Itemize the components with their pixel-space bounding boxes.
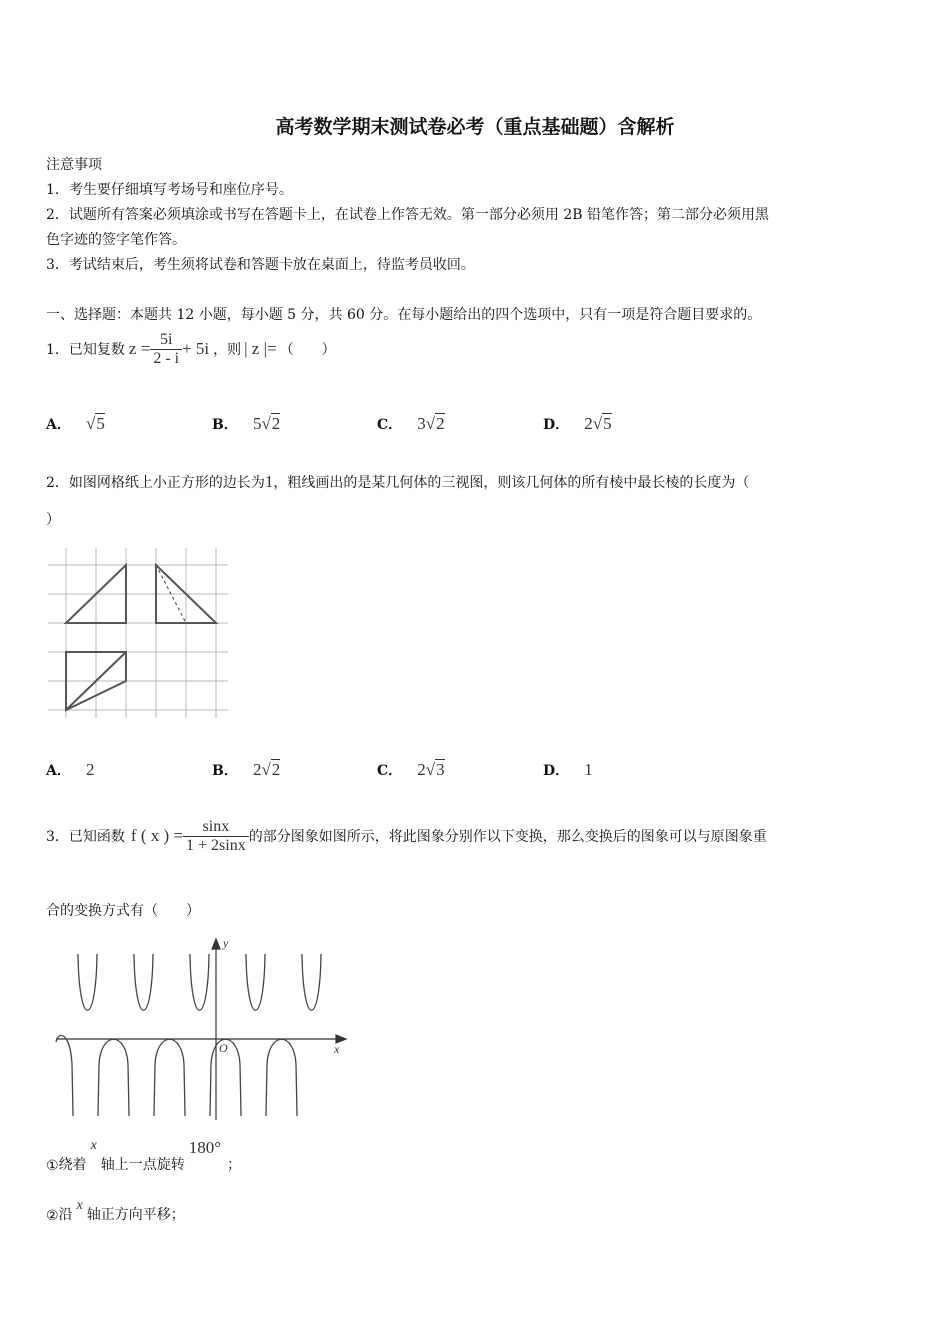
- item-var: x: [90, 1138, 97, 1153]
- page-title: 高考数学期末测试卷必考（重点基础题）含解析: [275, 116, 675, 138]
- question-3: [46, 808, 767, 864]
- q1-option-b[interactable]: B． 5√2: [212, 414, 281, 433]
- q1-plus: + 5i: [182, 339, 210, 358]
- option-label: D．: [543, 763, 570, 779]
- q3-func: f ( x ) =: [130, 826, 183, 845]
- q2-option-b[interactable]: B． 2√2: [212, 760, 281, 779]
- question-2: [46, 472, 749, 492]
- radicand: 5: [96, 414, 105, 433]
- option-label: A．: [46, 763, 71, 779]
- function-graph: [52, 934, 352, 1124]
- notice-item-2-cont: 色字迹的签字笔作答。: [46, 232, 186, 248]
- notice-item-3: 3．考试结束后，考生须将试卷和答题卡放在桌面上，待监考员收回。: [46, 257, 475, 273]
- item-mark: ②: [46, 1208, 59, 1224]
- curve-branch: [154, 1039, 185, 1116]
- q1-suffix: （ ）: [279, 342, 336, 358]
- item-mid: 轴上一点旋转: [100, 1157, 185, 1173]
- q1-prefix: 1．已知复数: [46, 342, 125, 358]
- q3-denominator: 1 + 2sinx: [186, 836, 246, 854]
- q2-close: ）: [46, 512, 60, 528]
- q1-option-a[interactable]: A． √5: [46, 414, 105, 433]
- q1-option-d[interactable]: D． 2√5: [543, 414, 612, 433]
- item-end: ；: [227, 1157, 242, 1173]
- lower-branches: [56, 1035, 297, 1116]
- radicand: 2: [271, 760, 281, 779]
- origin-label: O: [219, 1041, 228, 1055]
- radicand: 5: [603, 414, 612, 433]
- q1-z: z =: [128, 339, 151, 358]
- q2-option-a[interactable]: [46, 760, 94, 780]
- curve-branch: [190, 954, 209, 1010]
- item-pre: 沿: [58, 1207, 73, 1223]
- q3-suffix: 的部分图象如图所示，将此图象分别作以下变换，那么变换后的图象可以与原图象重: [248, 829, 767, 845]
- item-mark: ①: [46, 1158, 59, 1174]
- curve-branch: [266, 1039, 297, 1116]
- option-label: C．: [377, 417, 403, 433]
- item-angle: 180°: [188, 1138, 222, 1157]
- radicand: 3: [436, 760, 445, 779]
- y-label: y: [223, 936, 229, 950]
- option-label: B．: [212, 763, 238, 779]
- option-label: A．: [46, 417, 71, 433]
- section-heading: 一、选择题：本题共 12 小题，每小题 5 分，共 60 分。在每小题给出的四个选项中，只有一项是符合题目要求的。: [46, 307, 762, 323]
- upper-branches: [78, 954, 321, 1010]
- y-axis-arrow: [212, 939, 220, 949]
- notice-heading: 注意事项: [46, 157, 102, 173]
- item-mid: 轴正方向平移；: [86, 1207, 185, 1223]
- q3-fraction: [183, 818, 249, 855]
- q3-prefix: 3．已知函数: [46, 829, 125, 845]
- option-value: 1: [584, 760, 593, 779]
- curve-branch: [78, 954, 97, 1010]
- q1-abs: | z |=: [244, 339, 277, 358]
- q1-denominator: 2 - i: [153, 349, 180, 367]
- q1-option-c[interactable]: C． 3√2: [377, 414, 445, 433]
- option-label: B．: [212, 417, 238, 433]
- item-var: x: [76, 1198, 83, 1213]
- q3-item-2[interactable]: [46, 1198, 185, 1224]
- three-view-figure: [48, 548, 230, 720]
- notice-item-1: 1．考生要仔细填写考场号和座位序号。: [46, 182, 293, 198]
- q3-line2: 合的变换方式有（ ）: [46, 903, 200, 919]
- curve-branch: [98, 1039, 129, 1116]
- curve-branch: [56, 1035, 73, 1116]
- coefficient: 5: [252, 414, 262, 433]
- curve-branch: [134, 954, 153, 1010]
- q2-option-d[interactable]: [543, 760, 593, 780]
- q1-numerator: 5i: [150, 331, 182, 350]
- option-value: 2: [85, 760, 95, 779]
- q3-item-1[interactable]: [46, 1138, 241, 1174]
- option-label: D．: [543, 417, 570, 433]
- coefficient: 2: [417, 760, 426, 779]
- radicand: 2: [271, 414, 281, 433]
- coefficient: 2: [584, 414, 593, 433]
- q1-mid: ，则: [213, 342, 242, 358]
- radicand: 2: [436, 414, 445, 433]
- q2-suffix: ，粗线画出的是某几何体的三视图，则该几何体的所有棱中最长棱的长度为（: [273, 475, 750, 491]
- item-pre: 绕着: [58, 1157, 87, 1173]
- q2-prefix: 2．如图网格纸上小正方形的边长为: [46, 475, 265, 491]
- notice-item-2: 2．试题所有答案必须填涂或书写在答题卡上，在试卷上作答无效。第一部分必须用 2B 铅笔作答；第二部分必须用黑: [46, 207, 769, 223]
- q2-unit: 1: [264, 472, 274, 491]
- curve-branch: [302, 954, 321, 1010]
- x-label: x: [334, 1042, 340, 1056]
- q1-fraction: [150, 331, 182, 368]
- q2-option-c[interactable]: C． 2√3: [377, 760, 445, 779]
- curve-branch: [246, 954, 265, 1010]
- grid-lines: [48, 548, 228, 718]
- q3-numerator: sinx: [183, 818, 249, 837]
- coefficient: 2: [252, 760, 262, 779]
- option-label: C．: [377, 763, 403, 779]
- question-1: [46, 324, 336, 374]
- coefficient: 3: [417, 414, 426, 433]
